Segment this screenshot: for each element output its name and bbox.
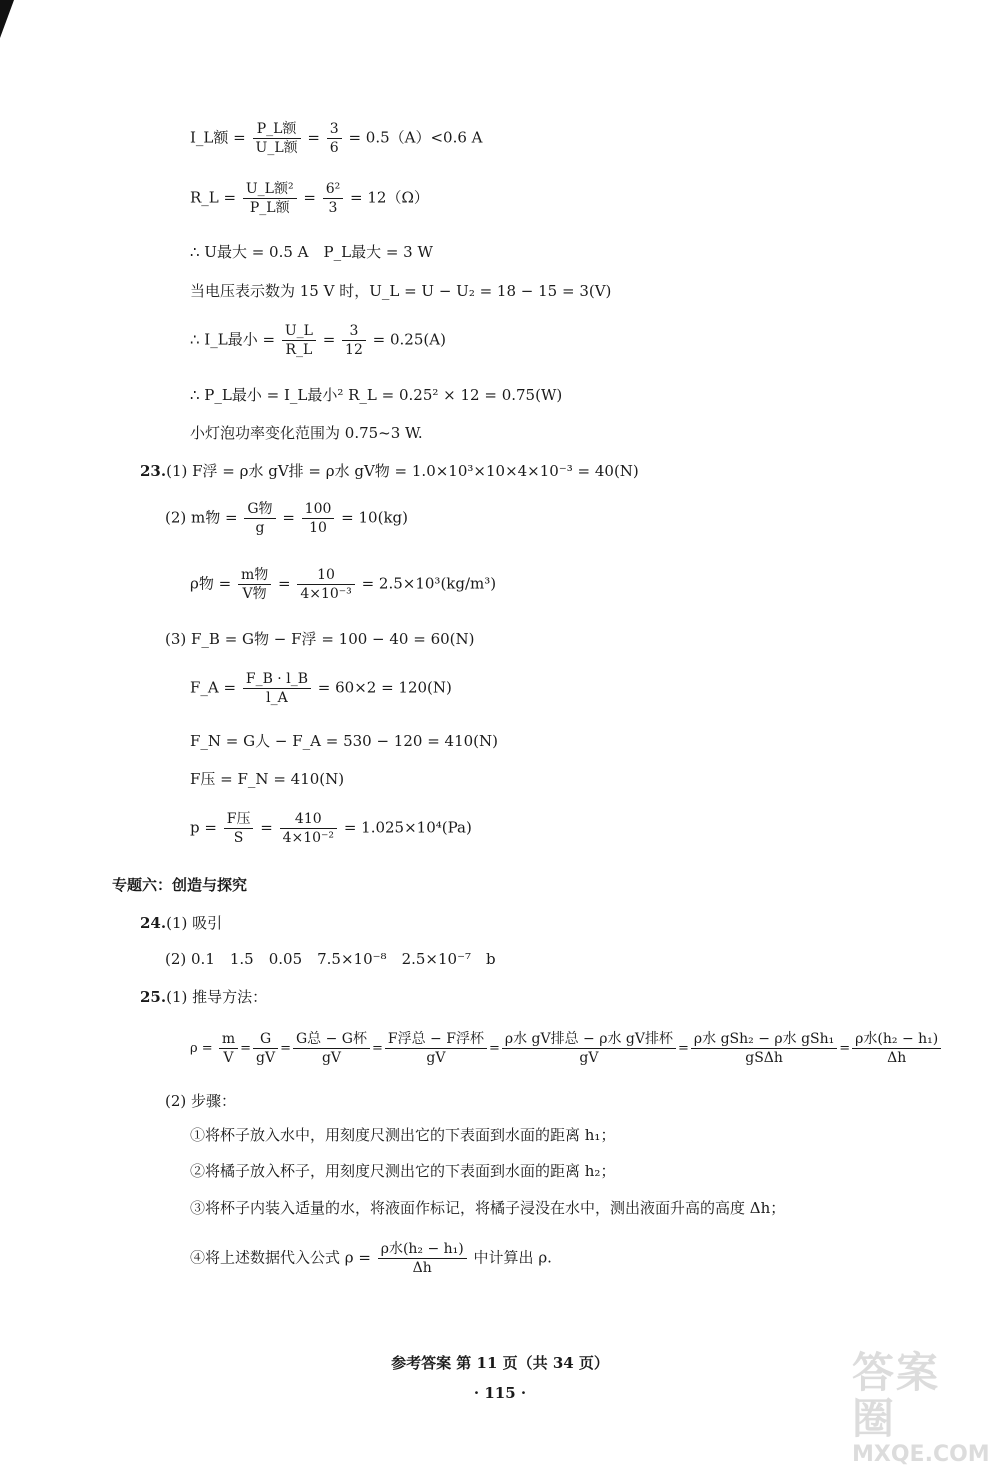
current-rated-equation: I_L额 = $\frac{\text{P\_L额}}{\text{U\_L额}}$ = $\frac{3}{6}$ = 0.5（A）<0.6 A (190, 121, 483, 156)
problem-23-normal-force: F_N = G人 − F_A = 530 − 120 = 410(N) (190, 732, 498, 750)
problem-number: 23. (140, 462, 167, 480)
step-1: ①将杯子放入水中，用刻度尺测出它的下表面到水面的距离 h₁； (190, 1126, 616, 1144)
problem-24-part2: (2) 0.1 1.5 0.05 7.5×10⁻⁸ 2.5×10⁻⁷ b (165, 950, 496, 968)
problem-23-density-equation: ρ物 = $\frac{\text{m物}}{\text{V物}}$ = $\frac{10}{\text{4×10⁻³}}$ = 2.5×10³(kg/m³) (190, 567, 497, 602)
problem-23-pressure-equation: p = $\frac{\text{F压}}{S}$ = $\frac{410}{\text{4×10⁻²}}$ = 1.025×10⁴(Pa) (190, 811, 472, 846)
section-heading: 专题六：创造与探究 (112, 876, 248, 894)
page-corner-mark (0, 0, 14, 38)
min-power-equation: ∴ P_L最小 = I_L最小² R_L = 0.25² × 12 = 0.75(W) (190, 386, 563, 404)
page-caption: 参考答案 第 11 页（共 34 页） (391, 1354, 609, 1372)
step-4: ④将上述数据代入公式 ρ = $\frac{\text{ρ水(h₂ − h₁)}}{\Delta h}$ 中计算出 ρ. (190, 1241, 552, 1276)
page-number: · 115 · (473, 1384, 527, 1402)
problem-23-part3: (3) F_B = G物 − F浮 = 100 − 40 = 60(N) (165, 630, 475, 648)
step-3: ③将杯子内装入适量的水，将液面作标记，将橘子浸没在水中，测出液面升高的高度 Δh； (190, 1199, 786, 1217)
problem-25-part1: 25.(1) 推导方法： (140, 988, 268, 1006)
problem-23-part1: 23.(1) F浮 = ρ水 gV排 = ρ水 gV物 = 1.0×10³×10×4×10⁻³ = 40(N) (140, 462, 639, 480)
density-derivation: ρ = $\frac{m}{V}$ = $\frac{G}{gV}$ = $\frac{\text{G总 − G杯}}{gV}$ = $\frac{\text{F浮总 − F浮杯}}{gV}$ = $\frac{\text{ρ水 gV排总 − ρ水 gV排杯}}{gV}$ = $\frac{\text{ρ水 gSh₂ − ρ水 gSh₁}}{\text{gSΔh}}$ = $\frac{\text{ρ水(h₂ − h₁)}}{\Delta h}$ (190, 1030, 943, 1067)
power-range-conclusion: 小灯泡功率变化范围为 0.75~3 W. (190, 424, 423, 442)
resistance-equation: R_L = $\frac{\text{U\_L额²}}{\text{P\_L额}}$ = $\frac{\text{6²}}{3}$ = 12（Ω） (190, 181, 429, 216)
site-watermark: 答案圈 MXQE.COM (852, 1348, 990, 1467)
problem-23-pressure-force: F压 = F_N = 410(N) (190, 770, 345, 788)
problem-number: 24. (140, 914, 167, 932)
min-current-equation: ∴ I_L最小 = $\frac{U\_L}{R\_L}$ = $\frac{3}{12}$ = 0.25(A) (190, 323, 446, 358)
step-2: ②将橘子放入杯子，用刻度尺测出它的下表面到水面的距离 h₂； (190, 1162, 616, 1180)
max-values-line: ∴ U最大 = 0.5 A P_L最大 = 3 W (190, 243, 433, 261)
problem-23-lever-equation: F_A = $\frac{F\_B \cdot l\_B}{l\_A}$ = 60×2 = 120(N) (190, 671, 452, 706)
voltmeter-condition-line: 当电压表示数为 15 V 时，U_L = U − U₂ = 18 − 15 = 3(V) (190, 282, 612, 300)
problem-number: 25. (140, 988, 167, 1006)
problem-23-mass-equation: (2) m物 = $\frac{\text{G物}}{g}$ = $\frac{100}{10}$ = 10(kg) (165, 501, 408, 536)
problem-24-part1: 24.(1) 吸引 (140, 914, 223, 932)
problem-25-part2: (2) 步骤： (165, 1092, 237, 1110)
